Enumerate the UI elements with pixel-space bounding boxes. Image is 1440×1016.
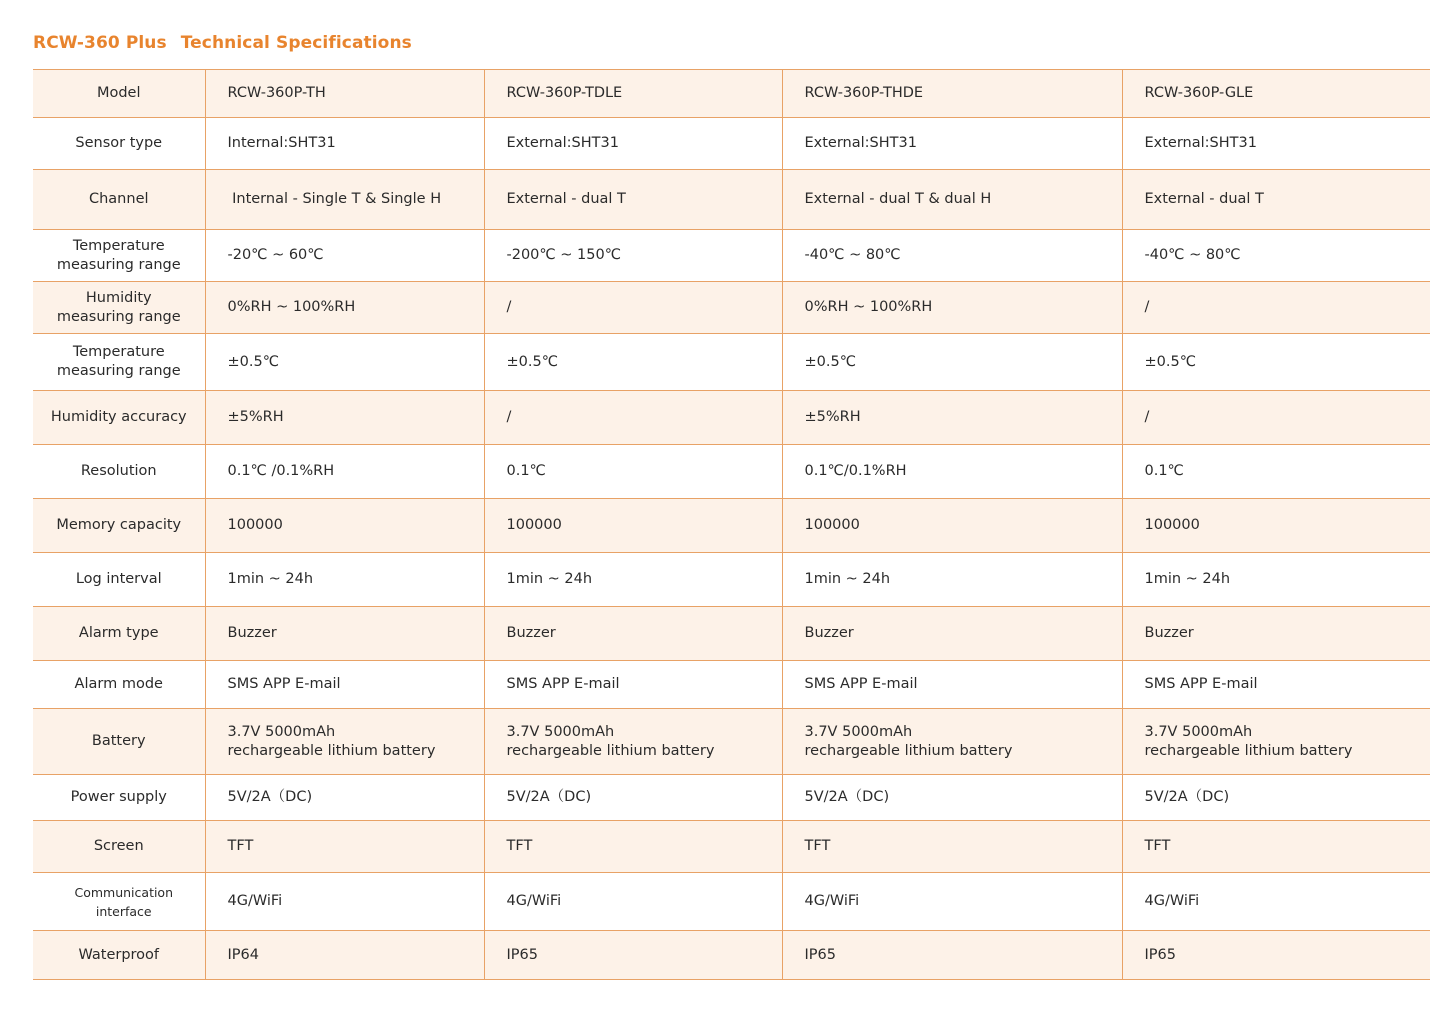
row-label: Battery bbox=[33, 709, 205, 775]
cell-th: ±5%RH bbox=[205, 391, 484, 445]
cell-thde: IP65 bbox=[782, 931, 1122, 980]
row-label: Screen bbox=[33, 821, 205, 873]
spec-row-alarm-mode bbox=[33, 661, 1430, 709]
cell-tdle: 0.1℃ bbox=[484, 445, 782, 499]
cell-thde: 5V/2A（DC) bbox=[782, 775, 1122, 821]
spec-row-screen bbox=[33, 821, 1430, 873]
cell-th: SMS APP E-mail bbox=[205, 661, 484, 709]
cell-gle: External - dual T bbox=[1122, 170, 1430, 230]
spec-row-humidity-accuracy bbox=[33, 391, 1430, 445]
cell-gle: SMS APP E-mail bbox=[1122, 661, 1430, 709]
spec-row-channel bbox=[33, 170, 1430, 230]
row-label: Temperature measuring range bbox=[33, 230, 205, 282]
spec-row-communication-interface bbox=[33, 873, 1430, 931]
cell-thde: TFT bbox=[782, 821, 1122, 873]
cell-thde: Buzzer bbox=[782, 607, 1122, 661]
row-label: Memory capacity bbox=[33, 499, 205, 553]
cell-th: ±0.5℃ bbox=[205, 334, 484, 391]
cell-tdle: 3.7V 5000mAh rechargeable lithium battery bbox=[484, 709, 782, 775]
cell-thde: External - dual T & dual H bbox=[782, 170, 1122, 230]
cell-gle: Buzzer bbox=[1122, 607, 1430, 661]
spec-row-temperature-range bbox=[33, 230, 1430, 282]
cell-gle: External:SHT31 bbox=[1122, 118, 1430, 170]
cell-tdle: SMS APP E-mail bbox=[484, 661, 782, 709]
cell-thde: 0.1℃/0.1%RH bbox=[782, 445, 1122, 499]
cell-th: TFT bbox=[205, 821, 484, 873]
cell-th: 3.7V 5000mAh rechargeable lithium battery bbox=[205, 709, 484, 775]
row-label: Alarm mode bbox=[33, 661, 205, 709]
cell-thde: 0%RH ~ 100%RH bbox=[782, 282, 1122, 334]
cell-gle: IP65 bbox=[1122, 931, 1430, 980]
cell-gle: 3.7V 5000mAh rechargeable lithium battery bbox=[1122, 709, 1430, 775]
row-label: Waterproof bbox=[33, 931, 205, 980]
cell-gle: TFT bbox=[1122, 821, 1430, 873]
spec-row-sensor-type bbox=[33, 118, 1430, 170]
row-label: Model bbox=[33, 70, 205, 118]
spec-row-temperature-accuracy bbox=[33, 334, 1430, 391]
cell-gle: ±0.5℃ bbox=[1122, 334, 1430, 391]
cell-thde: 1min ~ 24h bbox=[782, 553, 1122, 607]
page-title bbox=[33, 33, 412, 53]
row-label: Power supply bbox=[33, 775, 205, 821]
cell-gle: 1min ~ 24h bbox=[1122, 553, 1430, 607]
spec-row-log-interval bbox=[33, 553, 1430, 607]
cell-tdle: 5V/2A（DC) bbox=[484, 775, 782, 821]
cell-tdle: ±0.5℃ bbox=[484, 334, 782, 391]
cell-gle: / bbox=[1122, 391, 1430, 445]
title-heading: Technical Specifications bbox=[180, 33, 412, 53]
spec-row-memory-capacity bbox=[33, 499, 1430, 553]
cell-thde: 4G/WiFi bbox=[782, 873, 1122, 931]
row-label: Alarm type bbox=[33, 607, 205, 661]
cell-tdle: 100000 bbox=[484, 499, 782, 553]
row-label: Communication interface bbox=[33, 873, 205, 931]
cell-thde: -40℃ ~ 80℃ bbox=[782, 230, 1122, 282]
cell-th: 0%RH ~ 100%RH bbox=[205, 282, 484, 334]
spec-row-waterproof bbox=[33, 931, 1430, 980]
cell-th: IP64 bbox=[205, 931, 484, 980]
cell-tdle: TFT bbox=[484, 821, 782, 873]
cell-thde: ±5%RH bbox=[782, 391, 1122, 445]
cell-th: 1min ~ 24h bbox=[205, 553, 484, 607]
cell-gle: / bbox=[1122, 282, 1430, 334]
row-label: Channel bbox=[33, 170, 205, 230]
spec-table bbox=[33, 69, 1430, 980]
cell-tdle: 1min ~ 24h bbox=[484, 553, 782, 607]
spec-row-battery bbox=[33, 709, 1430, 775]
row-label: Log interval bbox=[33, 553, 205, 607]
cell-gle: -40℃ ~ 80℃ bbox=[1122, 230, 1430, 282]
cell-tdle: / bbox=[484, 282, 782, 334]
cell-gle: 0.1℃ bbox=[1122, 445, 1430, 499]
cell-thde: SMS APP E-mail bbox=[782, 661, 1122, 709]
cell-th: 4G/WiFi bbox=[205, 873, 484, 931]
row-label: Resolution bbox=[33, 445, 205, 499]
cell-th: Internal:SHT31 bbox=[205, 118, 484, 170]
cell-th: 100000 bbox=[205, 499, 484, 553]
cell-thde: RCW-360P-THDE bbox=[782, 70, 1122, 118]
cell-thde: 3.7V 5000mAh rechargeable lithium battery bbox=[782, 709, 1122, 775]
cell-tdle: External - dual T bbox=[484, 170, 782, 230]
row-label: Humidity measuring range bbox=[33, 282, 205, 334]
cell-tdle: -200℃ ~ 150℃ bbox=[484, 230, 782, 282]
cell-thde: 100000 bbox=[782, 499, 1122, 553]
cell-thde: External:SHT31 bbox=[782, 118, 1122, 170]
row-label: Temperature measuring range bbox=[33, 334, 205, 391]
product-name: RCW-360 Plus bbox=[33, 33, 167, 53]
cell-th: Buzzer bbox=[205, 607, 484, 661]
cell-th: 0.1℃ /0.1%RH bbox=[205, 445, 484, 499]
cell-gle: RCW-360P-GLE bbox=[1122, 70, 1430, 118]
cell-gle: 100000 bbox=[1122, 499, 1430, 553]
spec-row-model bbox=[33, 70, 1430, 118]
cell-tdle: RCW-360P-TDLE bbox=[484, 70, 782, 118]
cell-gle: 4G/WiFi bbox=[1122, 873, 1430, 931]
cell-th: Internal - Single T & Single H bbox=[205, 170, 484, 230]
cell-gle: 5V/2A（DC) bbox=[1122, 775, 1430, 821]
cell-tdle: Buzzer bbox=[484, 607, 782, 661]
spec-row-humidity-range bbox=[33, 282, 1430, 334]
cell-th: -20℃ ~ 60℃ bbox=[205, 230, 484, 282]
cell-tdle: 4G/WiFi bbox=[484, 873, 782, 931]
spec-row-power-supply bbox=[33, 775, 1430, 821]
spec-row-alarm-type bbox=[33, 607, 1430, 661]
cell-tdle: External:SHT31 bbox=[484, 118, 782, 170]
cell-th: RCW-360P-TH bbox=[205, 70, 484, 118]
spec-row-resolution bbox=[33, 445, 1430, 499]
row-label: Humidity accuracy bbox=[33, 391, 205, 445]
cell-tdle: IP65 bbox=[484, 931, 782, 980]
row-label: Sensor type bbox=[33, 118, 205, 170]
cell-th: 5V/2A（DC) bbox=[205, 775, 484, 821]
cell-tdle: / bbox=[484, 391, 782, 445]
cell-thde: ±0.5℃ bbox=[782, 334, 1122, 391]
